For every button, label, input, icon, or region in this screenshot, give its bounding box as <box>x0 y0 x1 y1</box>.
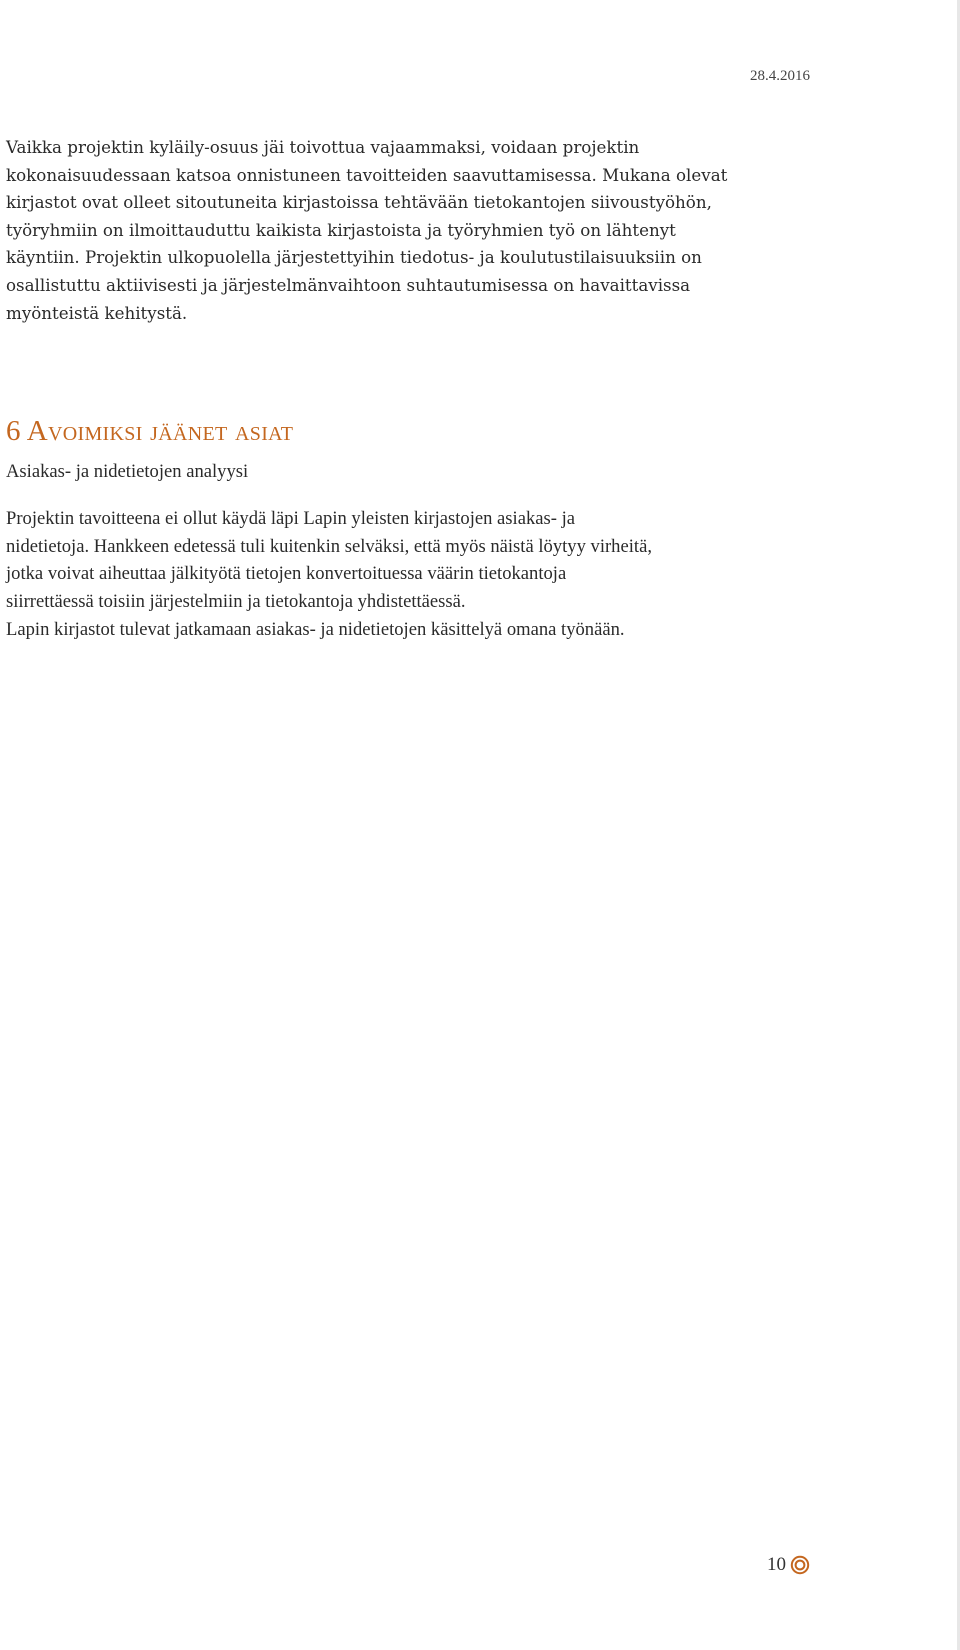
intro-line: työryhmiin on ilmoittauduttu kaikista kirjastoista ja työryhmien työ on lähtenyt <box>6 219 676 240</box>
intro-paragraph <box>6 134 816 327</box>
intro-line: osallistuttu aktiivisesti ja järjestelmänvaihtoon suhtautumisessa on havaittavissa <box>6 274 691 295</box>
intro-line: kokonaisuudessaan katsoa onnistuneen tavoitteiden saavuttamisessa. Mukana olevat <box>6 164 728 185</box>
section-line: nidetietoja. Hankkeen edetessä tuli kuitenkin selväksi, että myös näistä löytyy virheitä, <box>6 535 652 557</box>
section-paragraph <box>6 505 816 643</box>
section-subheading: Asiakas- ja nidetietojen analyysi <box>6 461 249 483</box>
intro-line: myönteistä kehitystä. <box>6 302 188 323</box>
section-heading: 6 Avoimiksi jäänet asiat <box>6 415 294 448</box>
intro-line: käyntiin. Projektin ulkopuolella järjestettyihin tiedotus- ja koulutustilaisuuksiin on <box>6 247 702 268</box>
page-number: 10 <box>767 1554 786 1575</box>
page-footer <box>700 1554 810 1576</box>
section-line: Lapin kirjastot tulevat jatkamaan asiakas- ja nidetietojen käsittelyä omana työnään. <box>6 618 625 640</box>
intro-line: kirjastot ovat olleet sitoutuneita kirjastoissa tehtävään tietokantojen siivoustyöhön, <box>6 192 712 213</box>
section-line: siirrettäessä toisiin järjestelmiin ja tietokantoja yhdistettäessä. <box>6 590 466 612</box>
section-line: Projektin tavoitteena ei ollut käydä läpi Lapin yleisten kirjastojen asiakas- ja <box>6 508 576 530</box>
document-body <box>6 134 816 643</box>
header-date: 28.4.2016 <box>750 68 810 84</box>
intro-line: Vaikka projektin kyläily-osuus jäi toivottua vajaammaksi, voidaan projektin <box>6 137 640 157</box>
section-line: jotka voivat aiheuttaa jälkityötä tietojen konvertoituessa väärin tietokantoja <box>6 563 567 585</box>
target-icon <box>790 1555 810 1575</box>
